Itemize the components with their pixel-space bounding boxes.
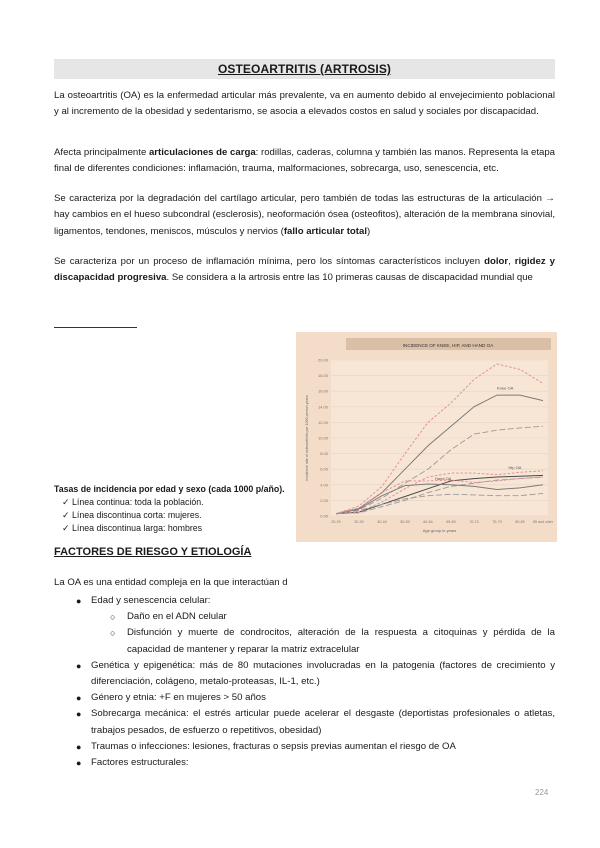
list-item: ● Genética y epigenética: más de 80 mutaciones involucradas en la patogenia (factores de crecimiento y diferenciación, colágeno, metalo-proteasas, IL-1, etc.) (76, 659, 555, 688)
sub-list-item: ○ Disfunción y muerte de condrocitos, alteración de la respuesta a citoquinas y pérdida de la capacidad de mantener y reparar la matriz extracelular (110, 627, 555, 655)
y-tick-label: 18.00 (317, 373, 328, 379)
series-annotation: Knee OA (497, 385, 514, 391)
y-axis-label: Incidence rate of osteoarthritis per 1000 person-years (305, 395, 309, 481)
x-tick-label: 85 and older (533, 520, 553, 524)
list-item: ● Factores estructurales: (54, 755, 555, 771)
series-annotation: Hand OA (434, 476, 452, 482)
list-item: ● Sobrecarga mecánica: el estrés articular puede acelerar el desgaste (deportistas profesionales o atletas, trabajos pesados, de esfuerzo o repetitivos, obesidad) (76, 708, 555, 736)
circle-bullet-icon: ○ (110, 612, 116, 623)
x-tick-label: 80-89 (515, 520, 525, 524)
page-number: 224 (535, 788, 549, 797)
caption-list (54, 496, 285, 535)
x-tick-label: 30-39 (354, 520, 364, 524)
bullet-icon: ● (76, 741, 82, 752)
paragraph-joints: Afecta principalmente articulaciones de carga: rodillas, caderas, columna y también las manos. Representa la etapa final de diferentes condiciones: inflamación, trauma, malformaciones, sobrecarga, uso, senescencia, etc. (54, 147, 555, 175)
bullet-icon: ● (76, 660, 82, 671)
bullet-icon: ● (76, 758, 82, 769)
y-tick-label: 2.00 (320, 497, 328, 503)
page-title: OSTEOARTRITIS (ARTROSIS) (217, 62, 392, 76)
circle-bullet-icon: ○ (110, 628, 116, 639)
bullet-icon: ● (76, 596, 82, 606)
y-tick-label: 16.00 (317, 388, 328, 394)
list-item: ● Edad y senescencia celular: (54, 593, 555, 609)
check-icon: ✓ (62, 510, 70, 520)
caption-item: ✓ Línea discontinua larga: hombres (62, 523, 203, 533)
title-bar (54, 59, 555, 79)
list-item: ● Género y etnia: +F en mujeres > 50 años (54, 690, 555, 706)
x-tick-label: 40-49 (377, 520, 387, 524)
chart-title: INCIDENCE OF KNEE, HIP, AND HAND OA (402, 343, 494, 348)
paragraph-degradation: Se caracteriza por la degradación del cartílago articular, pero también de todas las estructuras de la articulación → hay cambios en el hueso subcondral (esclerosis), neoformación ósea (osteofitos), alteración de la membrana sinovial, ligamentos, tendones, meniscos, músculos y nervios (fallo articular total) (54, 193, 555, 237)
caption-item: ✓ Línea discontinua corta: mujeres. (62, 510, 202, 520)
series-annotation: Hip OA (508, 465, 522, 471)
bullet-icon: ● (76, 709, 82, 720)
y-tick-label: 8.00 (320, 451, 328, 457)
x-tick-label: 65-69 (446, 520, 456, 524)
x-tick-label: 50-59 (400, 520, 410, 524)
intro-text: La OA es una entidad compleja en la que interactúan d (54, 577, 288, 588)
paragraph-symptoms: Se caracteriza por un proceso de inflamación mínima, pero los síntomas característicos incluyen dolor, rigidez y discapacidad progresiva. Se considera a la artrosis entre las 10 primeras causas de discapacidad mundial que (54, 256, 556, 284)
section-title: FACTORES DE RIESGO Y ETIOLOGÍA (54, 546, 252, 558)
y-tick-label: 6.00 (320, 466, 328, 472)
chart-svg (296, 332, 557, 542)
incidence-chart (296, 332, 557, 542)
list-item: ● Traumas o infecciones: lesiones, fracturas o sepsis previas aumentan el riesgo de OA (54, 739, 555, 755)
chart-caption (54, 483, 285, 535)
y-tick-label: 10.00 (317, 435, 328, 441)
y-tick-label: 4.00 (320, 482, 328, 488)
bullet-icon: ● (76, 693, 82, 704)
x-tick-label: 70-74 (469, 520, 479, 524)
x-tick-label: 20-29 (331, 520, 341, 524)
sub-list-item: ○ Daño en el ADN celular (54, 609, 555, 625)
risk-factor-list (54, 593, 555, 771)
y-tick-label: 20.00 (317, 357, 328, 363)
caption-title: Tasas de incidencia por edad y sexo (cada 1000 p/año). (54, 484, 285, 494)
x-tick-label: 75-79 (492, 520, 502, 524)
y-tick-label: 12.00 (317, 419, 328, 425)
paragraph-intro: La osteoartritis (OA) es la enfermedad articular más prevalente, va en aumento debido al envejecimiento poblacional y al incremento de la obesidad y sedentarismo, se asocia a elevados costos en salud y sociales por discapacidad. (54, 90, 555, 118)
x-axis-label: Age group in years (422, 528, 457, 533)
y-tick-label: 0.00 (320, 513, 328, 519)
x-tick-label: 60-64 (423, 520, 433, 524)
check-icon: ✓ (62, 497, 70, 507)
caption-item: ✓ Línea continua: toda la población. (62, 497, 204, 507)
y-tick-label: 14.00 (317, 404, 328, 410)
check-icon: ✓ (62, 523, 70, 533)
footnote-rule (54, 327, 137, 328)
